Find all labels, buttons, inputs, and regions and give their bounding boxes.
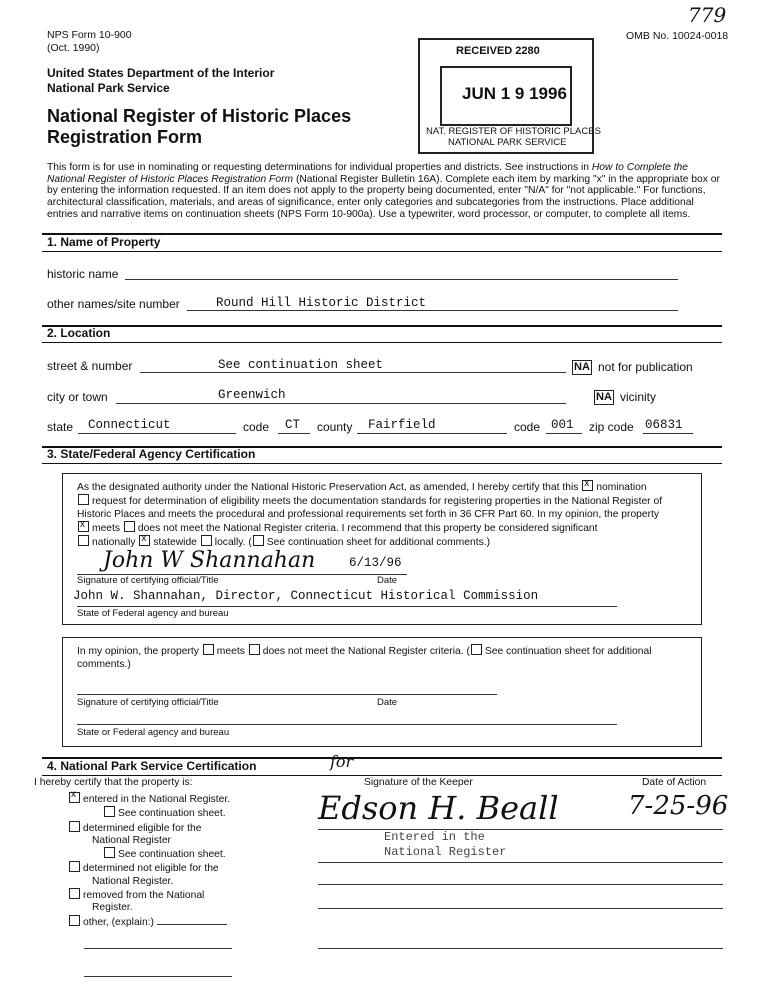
opinion-date-label: Date bbox=[377, 697, 398, 708]
not-eligible-checkbox[interactable] bbox=[69, 861, 80, 872]
street-value: See continuation sheet bbox=[218, 358, 384, 372]
county-code-field[interactable] bbox=[546, 433, 582, 434]
statewide-checkbox[interactable] bbox=[139, 535, 150, 546]
vicinity-checkbox[interactable]: NA bbox=[596, 391, 612, 403]
opinion-text: In my opinion, the property meets does not meet the National Register criteria. ( See continuation sheet for additional comments.) bbox=[77, 646, 652, 670]
opinion-agency-field[interactable] bbox=[77, 724, 617, 725]
see-continuation-1-checkbox[interactable] bbox=[104, 806, 115, 817]
page-subtitle: Registration Form bbox=[47, 127, 203, 147]
state-code-field[interactable] bbox=[278, 433, 310, 434]
section-3-heading: 3. State/Federal Agency Certification bbox=[47, 447, 256, 461]
county-value: Fairfield bbox=[368, 418, 436, 432]
does-not-meet-checkbox[interactable] bbox=[124, 521, 135, 532]
agency-label: State of Federal agency and bureau bbox=[77, 608, 229, 619]
stamp-date: JUN 1 9 1996 bbox=[462, 84, 567, 103]
nomination-checkbox[interactable] bbox=[582, 480, 593, 491]
keeper-signature: Edson H. Beall bbox=[318, 789, 559, 827]
county-code-value: 001 bbox=[551, 418, 574, 432]
keeper-line-2[interactable] bbox=[318, 862, 723, 863]
department: United States Department of the Interior bbox=[47, 66, 275, 80]
county-code-label: code bbox=[514, 420, 541, 434]
state-certification-box bbox=[62, 473, 702, 625]
not-for-publication-checkbox[interactable]: NA bbox=[574, 361, 590, 373]
meets-checkbox[interactable] bbox=[78, 521, 89, 532]
opinion-does-not-meet-checkbox[interactable] bbox=[249, 644, 260, 655]
city-label: city or town bbox=[47, 390, 108, 404]
certification-date: 6/13/96 bbox=[349, 556, 402, 570]
keeper-for-note: for bbox=[330, 752, 354, 771]
signature-label: Signature of certifying official/Title bbox=[77, 575, 219, 586]
state-value: Connecticut bbox=[88, 418, 171, 432]
see-continuation-checkbox[interactable] bbox=[253, 535, 264, 546]
explain-field-2[interactable] bbox=[84, 976, 232, 977]
form-date: (Oct. 1990) bbox=[47, 42, 100, 54]
date-label: Date bbox=[377, 575, 398, 586]
keeper-line-3[interactable] bbox=[318, 884, 723, 885]
see-continuation-2-checkbox[interactable] bbox=[104, 847, 115, 858]
city-field[interactable] bbox=[116, 403, 566, 404]
stamp-line2: NATIONAL PARK SERVICE bbox=[448, 137, 567, 148]
state-code-value: CT bbox=[285, 418, 301, 432]
date-of-action-label: Date of Action bbox=[642, 777, 707, 788]
street-label: street & number bbox=[47, 359, 133, 373]
certification-text: As the designated authority under the National Historic Preservation Act, as amended, I hereby certify that this x nomination request for determination of eligibility meets the documentation standards for registering properties in the National Register of Historic Places and meets the procedural and professional requirements set forth in 36 CFR Part 60. In my opinion, the property xmeets does not meet the National Register criteria. I recommend that this property be considered significant nationally x statewide locally. ( See continuation sheet for additional comments.) bbox=[77, 480, 662, 549]
zip-field[interactable] bbox=[643, 433, 693, 434]
section-4-heading: 4. National Park Service Certification bbox=[47, 759, 257, 773]
opinion-box bbox=[62, 637, 702, 747]
county-label: county bbox=[317, 420, 353, 434]
entered-stamp-line1: Entered in the bbox=[384, 830, 485, 844]
received-stamp bbox=[418, 38, 601, 154]
section-1-heading: 1. Name of Property bbox=[47, 235, 161, 249]
opinion-meets-checkbox[interactable] bbox=[203, 644, 214, 655]
other-names-value: Round Hill Historic District bbox=[216, 296, 427, 310]
entered-stamp-line2: National Register bbox=[384, 845, 507, 859]
state-field[interactable] bbox=[78, 433, 236, 434]
stamp-line1: NAT. REGISTER OF HISTORIC PLACES bbox=[426, 126, 601, 137]
entered-checkbox[interactable] bbox=[69, 792, 80, 803]
keeper-label: Signature of the Keeper bbox=[364, 777, 473, 788]
stamp-received: RECEIVED 2280 bbox=[456, 45, 540, 57]
state-label: state bbox=[47, 420, 74, 434]
eligibility-request-checkbox[interactable] bbox=[78, 494, 89, 505]
keeper-line-1[interactable] bbox=[318, 829, 723, 830]
locally-checkbox[interactable] bbox=[201, 535, 212, 546]
other-names-label: other names/site number bbox=[47, 297, 180, 311]
other-checkbox[interactable] bbox=[69, 915, 80, 926]
service: National Park Service bbox=[47, 81, 170, 95]
nationally-checkbox[interactable] bbox=[78, 535, 89, 546]
removed-checkbox[interactable] bbox=[69, 888, 80, 899]
official-name-title: John W. Shannahan, Director, Connecticut Historical Commission bbox=[73, 589, 539, 603]
keeper-line-5[interactable] bbox=[318, 948, 723, 949]
nps-options: xentered in the National Register. See continuation sheet. determined eligible for the National Register See continuation sheet. determined not eligible for the National Register. removed from the National Register. other, (explain:) bbox=[68, 792, 230, 929]
county-field[interactable] bbox=[357, 433, 507, 434]
state-code-label: code bbox=[243, 420, 270, 434]
opinion-signature-field[interactable] bbox=[77, 694, 497, 695]
city-value: Greenwich bbox=[218, 388, 286, 402]
zip-value: 06831 bbox=[645, 418, 683, 432]
handwritten-number: 779 bbox=[688, 3, 727, 27]
date-of-action: 7-25-96 bbox=[628, 791, 729, 821]
official-signature: John W Shannahan bbox=[103, 548, 316, 573]
historic-name-label: historic name bbox=[47, 267, 119, 281]
page-title: National Register of Historic Places bbox=[47, 106, 352, 126]
eligible-checkbox[interactable] bbox=[69, 821, 80, 832]
explain-field-1[interactable] bbox=[84, 948, 232, 949]
omb-number: OMB No. 10024-0018 bbox=[626, 30, 729, 42]
opinion-signature-label: Signature of certifying official/Title bbox=[77, 697, 219, 708]
nps-intro: I hereby certify that the property is: bbox=[34, 777, 193, 788]
instructions: This form is for use in nominating or requesting determinations for individual properties and districts. See instructions in How to Complete the National Register of Historic Places Registration Form (National Register Bulletin 16A). Complete each item by marking "x" in the appropriate box or by entering the information requested. If an item does not apply to the property being documented, enter "N/A" for "not applicable." For functions, architectural classification, materials, and areas of significance, enter only categories and subcategories from the instructions. Place additional entries and narrative items on continuation sheets (NPS Form 10-900a). Use a typewriter, word processor, or computer, to complete all items. bbox=[47, 162, 720, 220]
not-for-publication-label: not for publication bbox=[598, 360, 693, 374]
opinion-see-continuation-checkbox[interactable] bbox=[471, 644, 482, 655]
keeper-line-4[interactable] bbox=[318, 908, 723, 909]
historic-name-field[interactable] bbox=[125, 279, 678, 280]
opinion-agency-label: State or Federal agency and bureau bbox=[77, 727, 230, 738]
vicinity-label: vicinity bbox=[620, 390, 657, 404]
section-2-heading: 2. Location bbox=[47, 326, 111, 340]
zip-label: zip code bbox=[589, 420, 634, 434]
form-number: NPS Form 10-900 bbox=[47, 29, 132, 41]
